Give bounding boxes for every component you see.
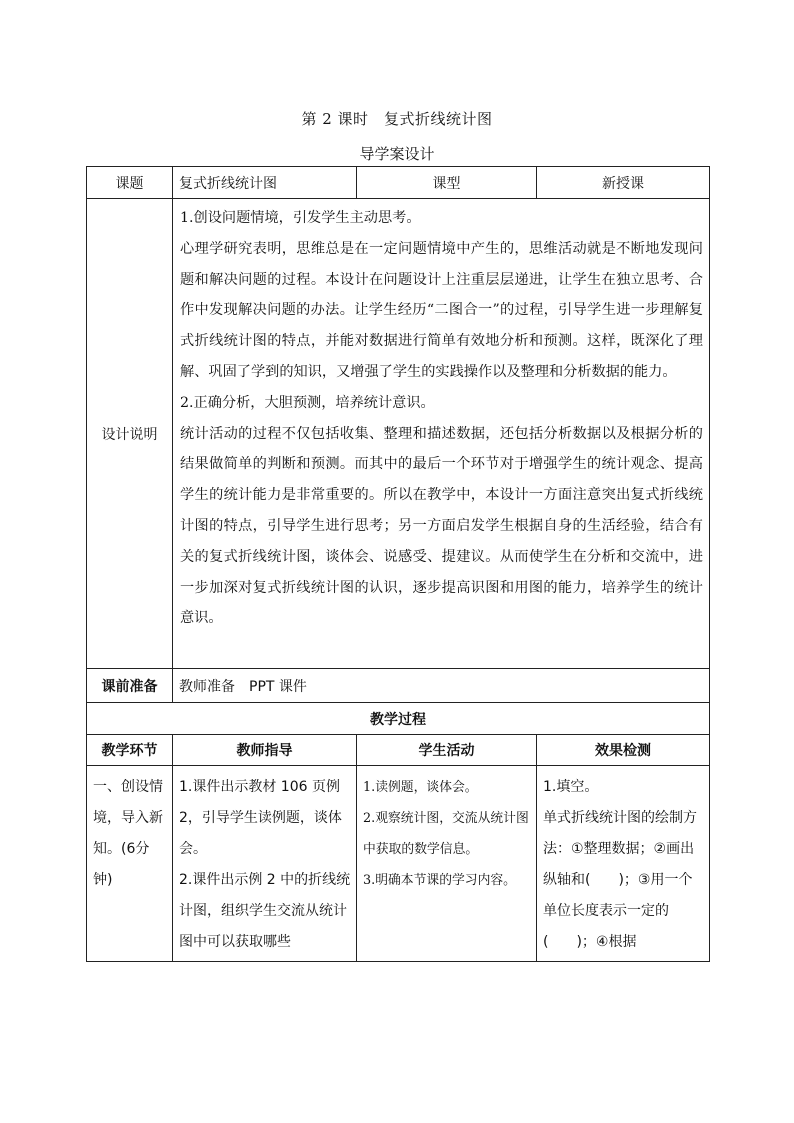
lesson-type-value: 新授课 <box>537 167 710 199</box>
lesson-type-label: 课型 <box>357 167 537 199</box>
prep-row <box>87 669 710 703</box>
check-item-1: 1.填空。 <box>543 779 599 795</box>
student-cell <box>357 766 537 962</box>
header-stage: 教学环节 <box>87 735 173 766</box>
process-title-row <box>87 703 710 735</box>
teacher-item-2: 2.课件出示例 2 中的折线统计图，组织学生交流从统计图中可以获取哪些 <box>179 872 351 950</box>
lesson-plan-table <box>86 166 710 962</box>
design-paragraph-3: 2.正确分析，大胆预测，培养统计意识。 <box>180 394 435 411</box>
design-paragraph-4: 统计活动的过程不仅包括收集、整理和描述数据，还包括分析数据以及根据分析的结果做简单的判断和预测。而其中的最后一个环节对于增强学生的统计观念、提高学生的统计能力是非常重要的。所以在教学中，本设计一方面注意突出复式折线统计图的特点，引导学生进行思考；另一方面启发学生根据自身的生活经验，结合有关的复式折线统计图，谈体会、说感受、提建议。从而使学生在分析和交流中，进一步加深对复式折线统计图的认识，逐步提高识图和用图的能力，培养学生的统计意识。 <box>180 425 703 627</box>
teacher-item-1: 1.课件出示教材 106 页例 2，引导学生读例题，谈体会。 <box>179 779 342 857</box>
design-description <box>173 199 710 669</box>
prep-value: 教师准备 PPT 课件 <box>173 669 710 703</box>
prep-label: 课前准备 <box>87 669 173 703</box>
design-paragraph-1: 1.创设问题情境，引发学生主动思考。 <box>180 210 421 226</box>
header-student: 学生活动 <box>357 735 537 766</box>
student-item-1: 1.读例题，谈体会。 <box>363 780 478 795</box>
teacher-cell <box>173 766 357 962</box>
process-header-row <box>87 735 710 766</box>
design-paragraph-2: 心理学研究表明，思维总是在一定问题情境中产生的，思维活动就是不断地发现问题和解决问题的过程。本设计在问题设计上注重层层递进，让学生在独立思考、合作中发现解决问题的办法。让学生经历“二图合一”的过程，引导学生进一步理解复式折线统计图的特点，并能对数据进行简单有效地分析和预测。这样，既深化了理解、巩固了学到的知识，又增强了学生的实践操作以及整理和分析数据的能力。 <box>180 240 703 380</box>
topic-label: 课题 <box>87 167 173 199</box>
process-title: 教学过程 <box>87 703 710 735</box>
lesson-title: 第 2 课时 复式折线统计图 <box>301 110 493 128</box>
document-subtitle: 导学案设计 <box>359 145 435 163</box>
header-teacher: 教师指导 <box>173 735 357 766</box>
design-row <box>87 199 710 669</box>
topic-row <box>87 167 710 199</box>
process-row-1 <box>87 766 710 962</box>
check-cell <box>537 766 710 962</box>
design-label: 设计说明 <box>87 199 173 669</box>
student-item-3: 3.明确本节课的学习内容。 <box>363 873 516 888</box>
student-item-2: 2.观察统计图，交流从统计图中获取的数学信息。 <box>363 811 529 857</box>
check-item-2: 单式折线统计图的绘制方法：①整理数据；②画出纵轴和( )；③用一个单位长度表示一定的( )；④根据 <box>543 810 697 950</box>
topic-value: 复式折线统计图 <box>173 167 357 199</box>
stage-cell <box>87 766 173 962</box>
stage-text: 一、创设情境，导入新知。(6分钟) <box>93 779 163 888</box>
header-check: 效果检测 <box>537 735 710 766</box>
